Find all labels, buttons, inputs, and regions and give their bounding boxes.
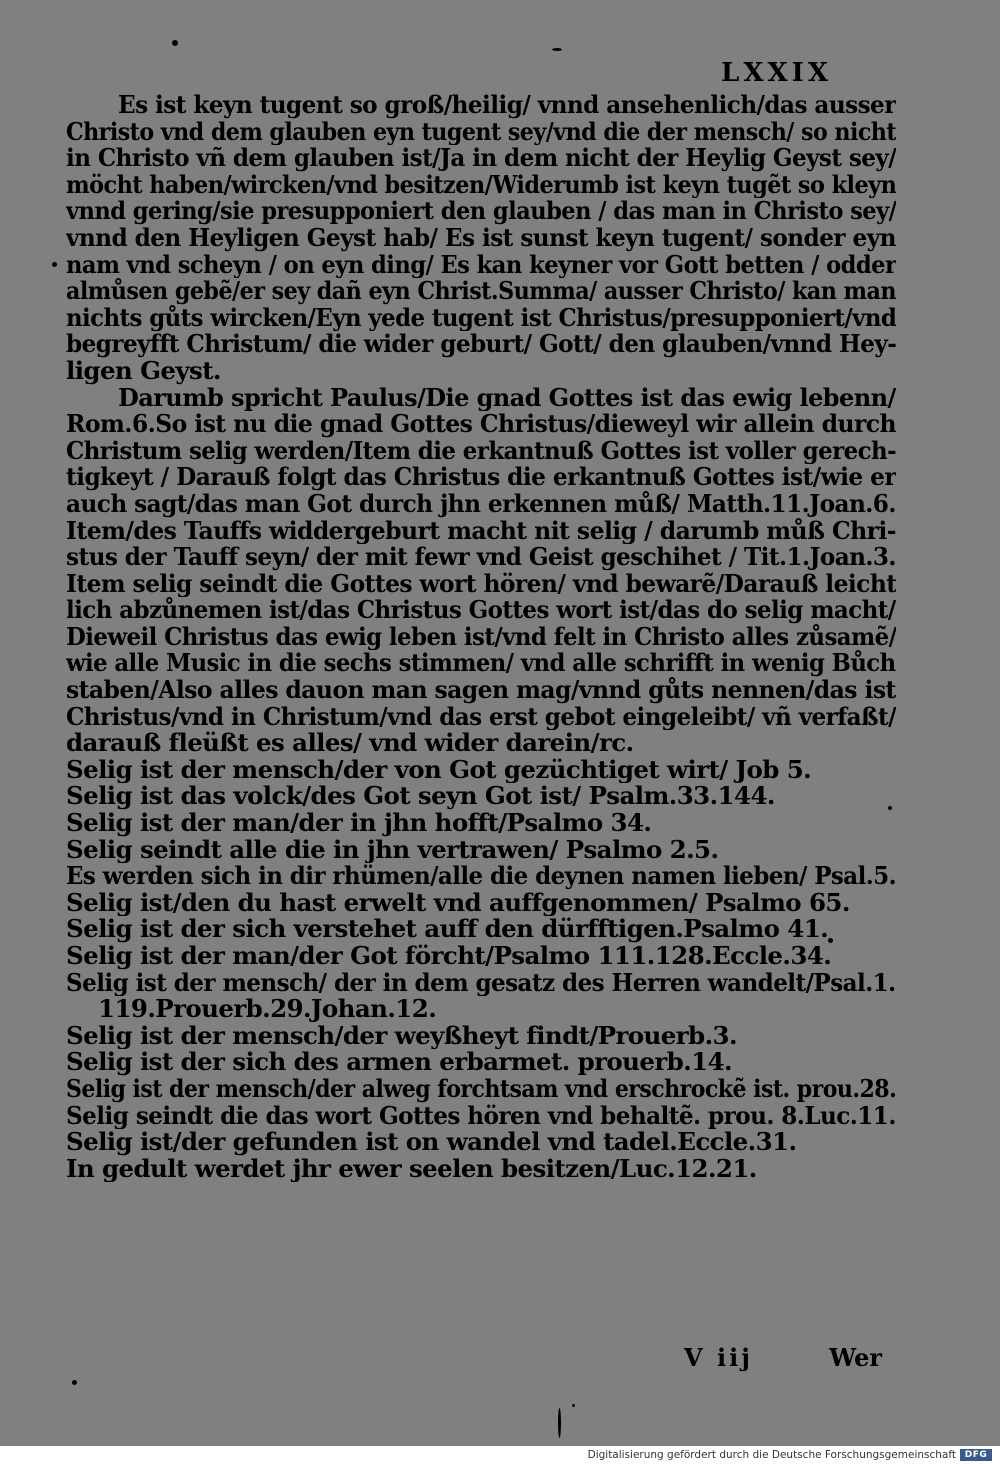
text-line: nam vnd scheyn / on eyn ding/ Es kan keyner vor Gott betten / odder	[66, 251, 896, 279]
page-footer-line	[66, 1343, 882, 1373]
scan-speck	[828, 938, 833, 943]
text-line: tigkeyt / Darauß folgt das Christus die erkantnuß Gottes ist/wie er	[66, 464, 896, 491]
text-line: ligen Geyst.	[66, 357, 221, 385]
text-line: Selig ist/den du hast erwelt vnd auffgenommen/ Psalmo 65.	[66, 889, 850, 917]
text-line: in Christo vñ dem glauben ist/Ja in dem nicht der Heylig Geyst sey/	[66, 145, 896, 172]
text-line: Darumb spricht Paulus/Die gnad Gottes ist das ewig lebenn/	[118, 384, 896, 412]
text-line: stus der Tauff seyn/ der mit fewr vnd Geist geschihet / Tit.1.Joan.3.	[66, 544, 896, 571]
text-line: Es ist keyn tugent so groß/heilig/ vnnd ansehenlich/das ausser	[118, 92, 896, 119]
text-line: Selig seindt die das wort Gottes hören vnd behaltẽ. prou. 8.Luc.11.	[66, 1102, 896, 1130]
scan-speck	[52, 262, 57, 267]
scan-speck	[552, 48, 562, 51]
catchword: Wer	[829, 1343, 882, 1372]
text-line: Christo vnd dem glauben eyn tugent sey/vnd die der mensch/ so nicht	[66, 118, 896, 146]
text-line: Rom.6.So ist nu die gnad Gottes Christus/dieweyl wir allein durch	[66, 411, 896, 438]
text-line: möcht haben/wircken/vnd besitzen/Widerumb ist keyn tugẽt so kleyn	[66, 171, 896, 199]
scan-speck	[172, 40, 178, 46]
body-text	[66, 92, 896, 1182]
text-line: Selig ist der mensch/ der in dem gesatz des Herren wandelt/Psal.1.	[66, 969, 896, 997]
dfg-logo-icon: DFG	[960, 1449, 992, 1461]
text-line: Selig ist der man/der in jhn hofft/Psalmo 34.	[66, 810, 652, 837]
text-line: Selig ist das volck/des Got seyn Got ist/ Psalm.33.144.	[66, 783, 775, 811]
text-line: Item/des Tauffs widdergeburt macht nit selig / darumb můß Chri-	[66, 517, 896, 545]
scan-speck	[888, 806, 892, 810]
text-line: In gedult werdet jhr ewer seelen besitzen/Luc.12.21.	[66, 1155, 757, 1183]
text-line: Item selig seindt die Gottes wort hören/ vnd bewarẽ/Darauß leicht	[66, 570, 896, 598]
scan-speck	[72, 1380, 77, 1385]
text-line: Selig ist der sich verstehet auff den dürfftigen.Psalmo 41.	[66, 916, 829, 943]
signature-mark: V iij	[684, 1343, 753, 1372]
text-line: Selig ist der man/der Got förcht/Psalmo 111.128.Eccle.34.	[66, 943, 832, 970]
scan-speck	[572, 1404, 575, 1407]
text-line: lich abzůnemen ist/das Christus Gottes wort ist/das do selig macht/	[66, 597, 896, 624]
text-line: vnnd den Heyligen Geyst hab/ Es ist sunst keyn tugent/ sonder eyn	[66, 224, 896, 252]
text-line: Christus/vnd in Christum/vnd das erst gebot eingeleibt/ vñ verfaßt/	[66, 703, 896, 731]
text-line: Selig seindt alle die in jhn vertrawen/ Psalmo 2.5.	[66, 836, 719, 864]
text-line: auch sagt/das man Got durch jhn erkennen můß/ Matth.11.Joan.6.	[66, 490, 896, 518]
text-line: vnnd gering/sie presupponiert den glauben / das man in Christo sey/	[66, 198, 896, 225]
text-line: darauß fleüßt es alles/ vnd wider darein/rc.	[66, 730, 634, 757]
text-line: Dieweil Christus das ewig leben ist/vnd felt in Christo alles zůsamẽ/	[66, 623, 896, 651]
text-line: Selig ist der mensch/der alweg forchtsam vnd erschrockẽ ist. prou.28.	[66, 1075, 896, 1103]
folio-number: LXXIX	[721, 58, 832, 88]
text-line: begreyfft Christum/ die wider geburt/ Gott/ den glauben/vnnd Hey-	[66, 331, 896, 358]
text-line: Es werden sich in dir rhümen/alle die deynen namen lieben/ Psal.5.	[66, 863, 896, 890]
scan-speck	[558, 1408, 561, 1438]
text-line: Selig ist/der gefunden ist on wandel vnd tadel.Eccle.31.	[66, 1129, 797, 1156]
text-line: Christum selig werden/Item die erkantnuß Gottes ist voller gerech-	[66, 437, 896, 465]
text-line: Selig ist der sich des armen erbarmet. prouerb.14.	[66, 1049, 732, 1076]
text-line: nichts gůts wircken/Eyn yede tugent ist Christus/presupponiert/vnd	[66, 304, 896, 332]
text-line: staben/Also alles dauon man sagen mag/vnnd gůts nennen/das ist	[66, 677, 896, 704]
text-line: Selig ist der mensch/der von Got gezüchtiget wirt/ Job 5.	[66, 756, 812, 784]
text-line: wie alle Music in die sechs stimmen/ vnd alle schrifft in wenig Bůch	[66, 650, 896, 678]
text-line: almůsen gebẽ/er sey dañ eyn Christ.Summa/ ausser Christo/ kan man	[66, 278, 896, 305]
text-line: 119.Prouerb.29.Johan.12.	[98, 996, 437, 1023]
digitization-credit: Digitalisierung gefördert durch die Deutsche Forschungsgemeinschaft	[587, 1449, 956, 1461]
text-line: Selig ist der mensch/der weyßheyt findt/Prouerb.3.	[66, 1022, 737, 1050]
